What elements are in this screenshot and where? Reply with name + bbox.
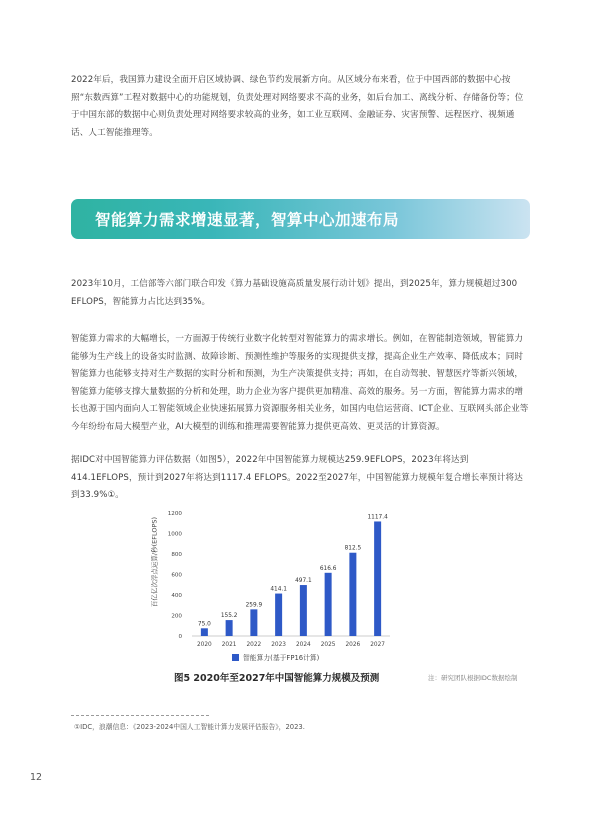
bar (325, 573, 332, 636)
y-axis-label: 百亿亿次浮点运算/秒(EFLOPS) (150, 516, 159, 608)
bar-value-label: 259.9 (245, 602, 263, 609)
x-tick-label: 2026 (345, 642, 361, 648)
y-tick-label: 1200 (167, 511, 182, 517)
x-tick-label: 2027 (370, 642, 386, 648)
bar (226, 620, 233, 636)
section-banner (71, 199, 530, 239)
x-tick-label: 2023 (271, 642, 287, 648)
demand-paragraph: 智能算力需求的大幅增长，一方面源于传统行业数字化转型对智能算力的需求增长。例如，在智能制造领域，智能算力能够为生产线上的设备实时监测、故障诊断、预测性维护等服务的实现提供支撑，提高企业生产效率、降低成本；同时智能算力也能够支持对生产数据的实时分析和预测，为生产决策提供支持；再如，在自动驾驶、智慧医疗等新兴领域，智能算力能够支撑大量数据的分析和处理，助力企业为客户提供更加精准、高效的服务。另一方面，智能算力需求的增长也源于国内面向人工智能领域企业快速拓展算力资源服务相关业务，如国内电信运营商、ICT企业、互联网头部企业等今年纷纷布局大模型产业，AI大模型的训练和推理需要智能算力提供更高效、更灵活的计算资源。 (71, 334, 529, 432)
page-number: 12 (30, 772, 43, 783)
y-tick-label: 0 (178, 634, 182, 640)
legend-swatch (232, 654, 239, 661)
x-tick-label: 2024 (295, 642, 311, 648)
bar-chart (166, 493, 392, 663)
y-tick-label: 200 (171, 613, 182, 620)
bar (250, 609, 257, 636)
bar (201, 628, 208, 636)
footnote-divider (71, 715, 209, 716)
idc-data-paragraph: 据IDC对中国智能算力评估数据（如图5），2022年中国智能算力规模达259.9EFLOPS，2023年将达到414.1EFLOPS，预计到2027年将达到1117.4 EFLOPS。2022至2027年，中国智能算力规模年复合增长率预计将达到33.9%①。 (71, 455, 523, 500)
bar-value-label: 812.5 (344, 545, 362, 552)
bar (275, 594, 282, 636)
y-tick-label: 800 (171, 552, 182, 558)
bar (374, 521, 381, 636)
intro-paragraph: 2022年后，我国算力建设全面开启区域协调、绿色节约发展新方向。从区域分布来看，位于中国西部的数据中心按照“东数西算”工程对数据中心的功能规划，负责处理对网络要求不高的业务，如后台加工、离线分析、存储备份等；位于中国东部的数据中心则负责处理对网络要求较高的业务，如工业互联网、金融证券、灾害预警、远程医疗、视频通话、人工智能推理等。 (71, 75, 524, 138)
x-tick-label: 2020 (196, 642, 212, 648)
bar-value-label: 1117.4 (367, 514, 388, 521)
bar-value-label: 155.2 (220, 613, 238, 620)
chart-legend (232, 652, 319, 664)
policy-paragraph: 2023年10月，工信部等六部门联合印发《算力基础设施高质量发展行动计划》提出，到2025年，算力规模超过300 EFLOPS，智能算力占比达到35%。 (71, 279, 518, 307)
y-tick-label: 400 (171, 593, 182, 599)
bar-value-label: 616.6 (319, 565, 337, 572)
bar-chart-svg (166, 493, 392, 663)
figure-source: 注：研究团队根据IDC数据绘制 (428, 674, 518, 682)
x-tick-label: 2021 (221, 642, 237, 648)
y-axis-label-wrap (139, 512, 169, 612)
x-tick-label: 2025 (320, 642, 336, 648)
x-tick-label: 2022 (246, 642, 262, 648)
y-tick-label: 600 (171, 572, 182, 579)
section-title: 智能算力需求增速显著，智算中心加速布局 (95, 211, 400, 229)
figure-caption: 图5 2020年至2027年中国智能算力规模及预测 (174, 673, 380, 684)
y-tick-label: 1000 (167, 531, 182, 538)
bar (300, 585, 307, 636)
bar-value-label: 75.0 (197, 621, 211, 628)
footnote: ①IDC，浪潮信息：《2023-2024中国人工智能计算力发展评估报告》，2023. (74, 723, 305, 731)
bar-value-label: 414.1 (270, 586, 287, 593)
bar-value-label: 497.1 (295, 578, 312, 585)
bar (349, 553, 356, 636)
legend-label: 智能算力(基于FP16计算) (243, 654, 320, 662)
